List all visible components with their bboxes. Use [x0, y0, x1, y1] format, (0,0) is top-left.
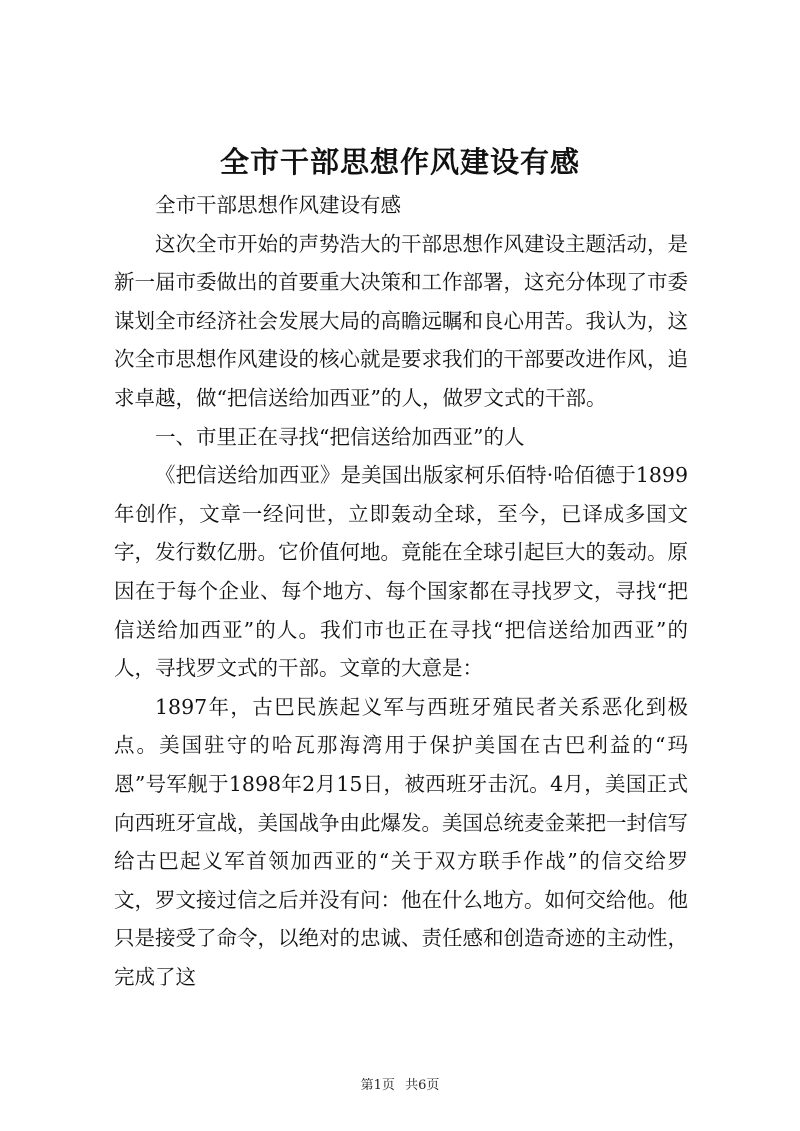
page-footer — [0, 1076, 800, 1096]
document-title: 全市干部思想作风建设有感 — [219, 145, 580, 179]
section-heading: 一、市里正在寻找“把信送给加西亚”的人 — [155, 424, 525, 449]
subtitle-paragraph: 全市干部思想作风建设有感 — [155, 193, 401, 217]
body-paragraph: 《把信送给加西亚》是美国出版家柯乐佰特·哈佰德于1899年创作，文章一经问世，立即轰动全球，至今，已译成多国文字，发行数亿册。它价值何地。竟能在全球引起巨大的轰动。原因在于每个企业、每个地方、每个国家都在寻找罗文，寻找“把信送给加西亚”的人。我们市也正在寻找“把信送给加西亚”的人，寻找罗文式的干部。文章的大意是： — [114, 463, 688, 681]
document-body — [114, 186, 688, 996]
total-pages: 共6页 — [405, 1078, 440, 1093]
body-paragraph: 1897年，古巴民族起义军与西班牙殖民者关系恶化到极点。美国驻守的哈瓦那海湾用于保护美国在古巴利益的“玛恩”号军舰于1898年2月15日，被西班牙击沉。4月，美国正式向西班牙宣战，美国战争由此爆发。美国总统麦金莱把一封信写给古巴起义军首领加西亚的“关于双方联手作战”的信交给罗文，罗文接过信之后并没有问：他在什么地方。如何交给他。他只是接受了命令，以绝对的忠诚、责任感和创造奇迹的主动性，完成了这 — [114, 694, 688, 989]
body-paragraph: 这次全市开始的声势浩大的干部思想作风建设主题活动，是新一届市委做出的首要重大决策和工作部署，这充分体现了市委谋划全市经济社会发展大局的高瞻远瞩和良心用苦。我认为，这次全市思想作风建设的核心就是要求我们的干部要改进作风，追求卓越，做“把信送给加西亚”的人，做罗文式的干部。 — [114, 231, 688, 410]
page-number: 第1页 — [360, 1078, 395, 1093]
